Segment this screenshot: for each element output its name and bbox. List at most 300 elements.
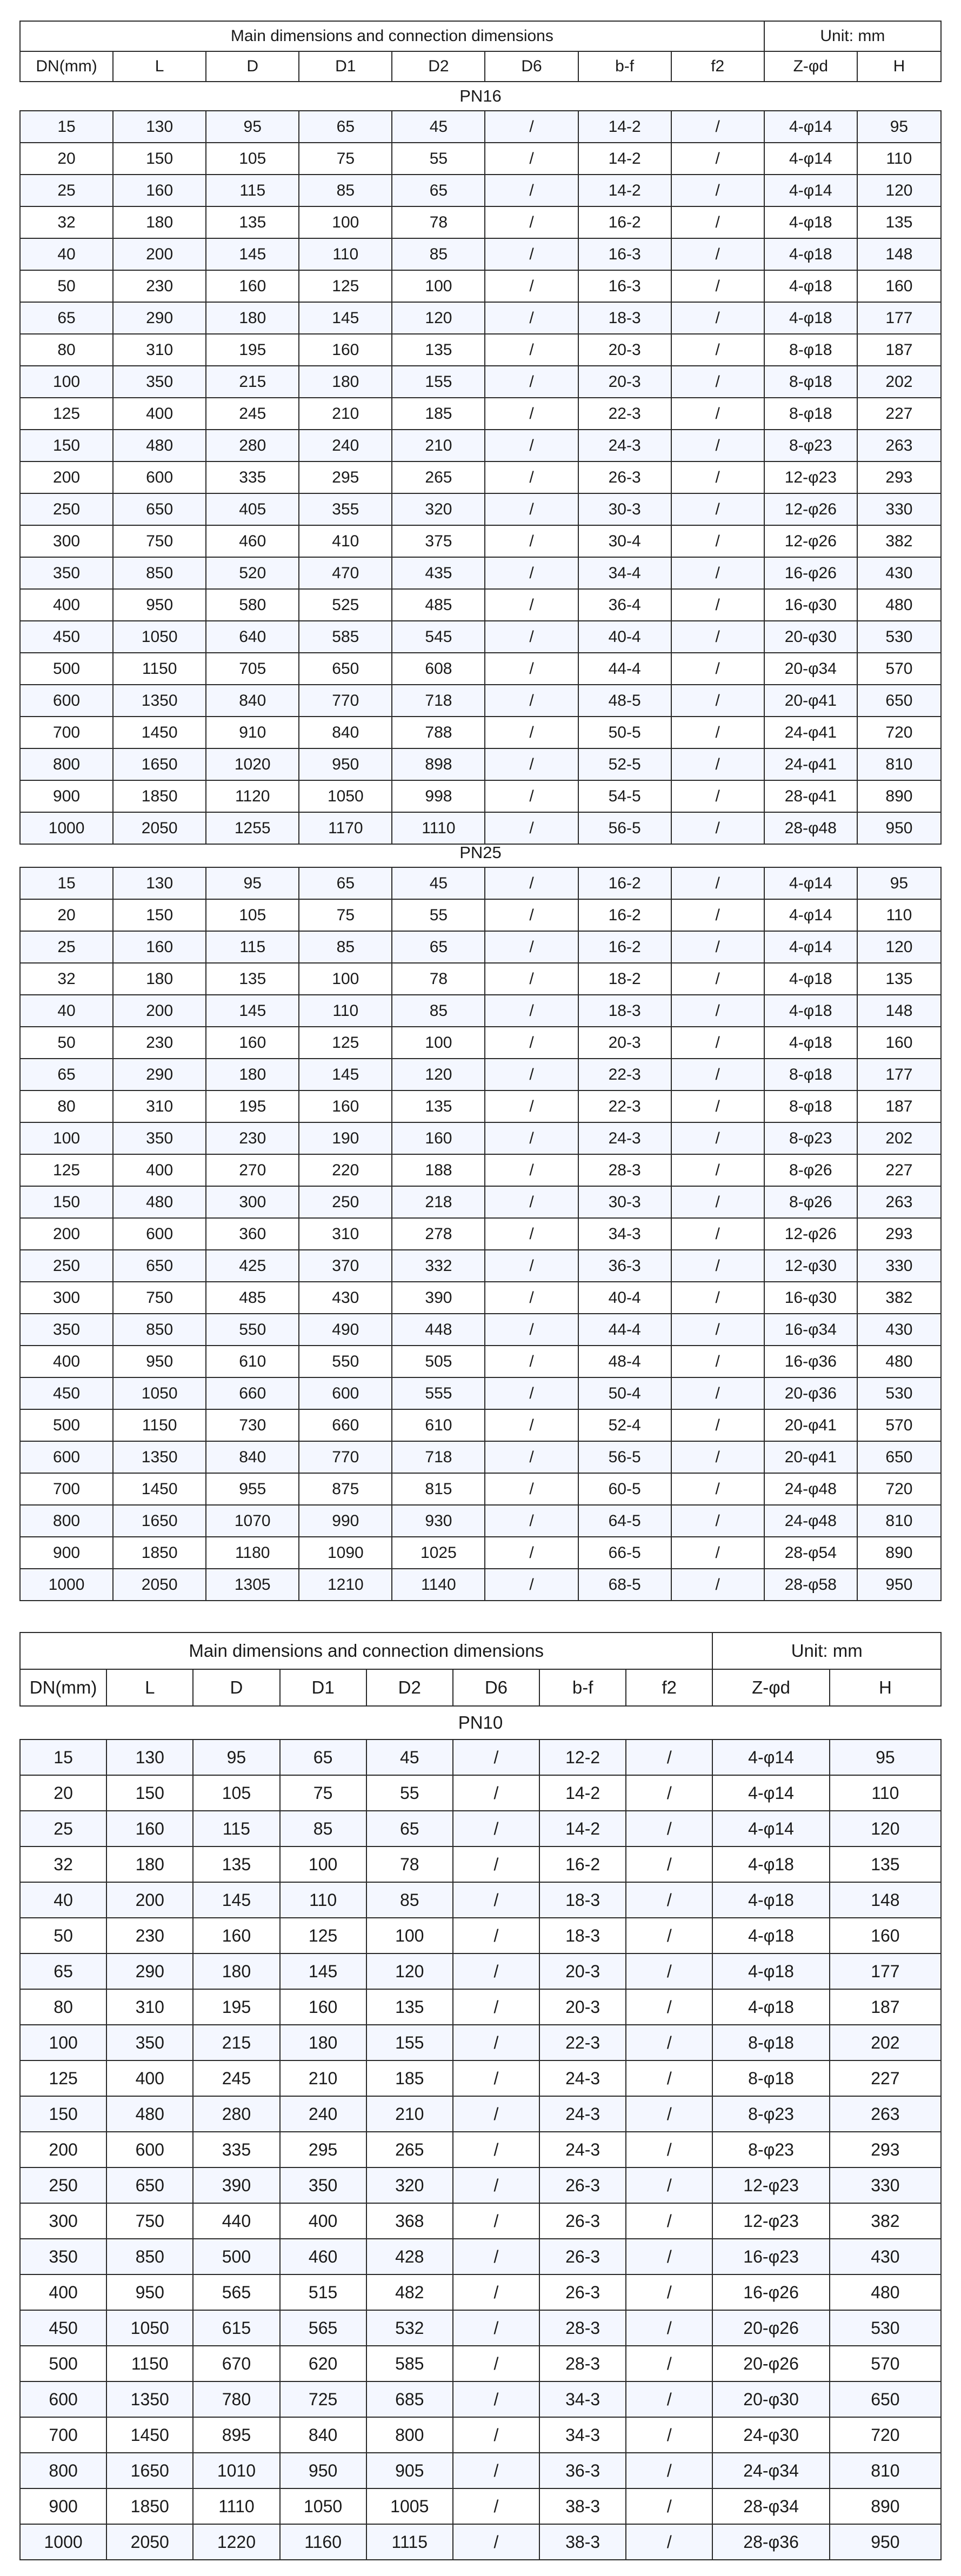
cell-d2: 332 xyxy=(392,1250,485,1282)
cell-d1: 350 xyxy=(280,2167,366,2203)
cell-d2: 610 xyxy=(392,1409,485,1441)
cell-d6: / xyxy=(485,621,578,653)
cell-dn: 50 xyxy=(20,270,113,302)
cell-zphid: 16-φ34 xyxy=(764,1314,857,1346)
table-row xyxy=(20,334,941,366)
cell-zphid: 4-φ18 xyxy=(764,238,857,270)
table-row xyxy=(20,1882,941,1918)
cell-bf: 40-4 xyxy=(578,621,671,653)
cell-f2: / xyxy=(671,653,764,685)
cell-d2: 545 xyxy=(392,621,485,653)
cell-dn: 20 xyxy=(20,899,113,931)
cell-bf: 50-4 xyxy=(578,1377,671,1409)
cell-d1: 1090 xyxy=(299,1537,392,1569)
cell-dn: 500 xyxy=(20,653,113,685)
cell-l: 850 xyxy=(113,557,206,589)
table-row xyxy=(20,685,941,717)
cell-l: 130 xyxy=(106,1739,193,1775)
cell-dn: 100 xyxy=(20,2025,106,2060)
cell-l: 2050 xyxy=(113,812,206,844)
cell-f2: / xyxy=(626,2488,712,2524)
cell-d2: 815 xyxy=(392,1473,485,1505)
cell-d: 1180 xyxy=(206,1537,299,1569)
cell-d2: 375 xyxy=(392,525,485,557)
cell-d6: / xyxy=(485,1537,578,1569)
cell-d1: 110 xyxy=(280,1882,366,1918)
cell-d6: / xyxy=(453,2524,539,2560)
data-table-pn10 xyxy=(19,1739,942,2560)
col-header-l: L xyxy=(113,51,206,82)
cell-d1: 295 xyxy=(280,2132,366,2167)
cell-h: 890 xyxy=(857,780,941,812)
cell-f2: / xyxy=(671,525,764,557)
cell-d6: / xyxy=(485,1186,578,1218)
cell-d6: / xyxy=(485,398,578,430)
cell-bf: 30-3 xyxy=(578,1186,671,1218)
cell-d: 1010 xyxy=(193,2453,279,2488)
cell-d2: 448 xyxy=(392,1314,485,1346)
cell-d2: 1115 xyxy=(366,2524,453,2560)
cell-bf: 24-3 xyxy=(539,2096,626,2132)
table-row xyxy=(20,1505,941,1537)
cell-d2: 160 xyxy=(392,1122,485,1154)
col-header-h: H xyxy=(830,1669,941,1706)
cell-d: 565 xyxy=(193,2274,279,2310)
cell-l: 290 xyxy=(106,1953,193,1989)
cell-l: 480 xyxy=(113,1186,206,1218)
col-header-d6: D6 xyxy=(453,1669,539,1706)
cell-d6: / xyxy=(485,493,578,525)
col-header-dn: DN(mm) xyxy=(20,1669,106,1706)
cell-l: 1050 xyxy=(113,1377,206,1409)
cell-bf: 64-5 xyxy=(578,1505,671,1537)
cell-d: 1070 xyxy=(206,1505,299,1537)
cell-f2: / xyxy=(626,2096,712,2132)
cell-f2: / xyxy=(626,2060,712,2096)
cell-f2: / xyxy=(671,812,764,844)
cell-f2: / xyxy=(626,1775,712,1811)
dimensions-table-block-3 xyxy=(19,1632,942,2560)
cell-dn: 1000 xyxy=(20,812,113,844)
cell-h: 187 xyxy=(857,334,941,366)
cell-d6: / xyxy=(485,867,578,899)
cell-l: 290 xyxy=(113,302,206,334)
cell-d2: 100 xyxy=(392,1027,485,1059)
cell-d: 180 xyxy=(193,1953,279,1989)
cell-d2: 998 xyxy=(392,780,485,812)
cell-dn: 20 xyxy=(20,1775,106,1811)
table-row xyxy=(20,995,941,1027)
cell-zphid: 12-φ23 xyxy=(764,461,857,493)
cell-dn: 125 xyxy=(20,2060,106,2096)
cell-d2: 78 xyxy=(392,963,485,995)
cell-d: 215 xyxy=(206,366,299,398)
cell-d2: 210 xyxy=(366,2096,453,2132)
cell-f2: / xyxy=(671,1250,764,1282)
cell-f2: / xyxy=(671,1027,764,1059)
cell-d2: 78 xyxy=(366,1846,453,1882)
cell-l: 1450 xyxy=(113,717,206,748)
cell-zphid: 28-φ34 xyxy=(712,2488,829,2524)
cell-zphid: 20-φ30 xyxy=(712,2381,829,2417)
cell-d1: 490 xyxy=(299,1314,392,1346)
cell-d1: 600 xyxy=(299,1377,392,1409)
table-row xyxy=(20,1346,941,1377)
cell-d6: / xyxy=(453,2132,539,2167)
cell-h: 202 xyxy=(830,2025,941,2060)
cell-d6: / xyxy=(453,1989,539,2025)
cell-dn: 1000 xyxy=(20,1569,113,1601)
cell-d: 145 xyxy=(193,1882,279,1918)
cell-bf: 26-3 xyxy=(578,461,671,493)
table-title: Main dimensions and connection dimensions xyxy=(20,1632,712,1669)
cell-d6: / xyxy=(485,1377,578,1409)
cell-bf: 20-3 xyxy=(539,1953,626,1989)
cell-bf: 24-3 xyxy=(539,2060,626,2096)
cell-dn: 40 xyxy=(20,238,113,270)
cell-d: 280 xyxy=(206,430,299,461)
cell-d: 670 xyxy=(193,2346,279,2381)
cell-d: 335 xyxy=(206,461,299,493)
cell-zphid: 20-φ41 xyxy=(764,1441,857,1473)
col-header-f2: f2 xyxy=(626,1669,712,1706)
cell-d1: 210 xyxy=(280,2060,366,2096)
cell-d: 270 xyxy=(206,1154,299,1186)
cell-d6: / xyxy=(485,899,578,931)
cell-h: 330 xyxy=(857,1250,941,1282)
cell-f2: / xyxy=(671,1314,764,1346)
cell-dn: 250 xyxy=(20,1250,113,1282)
cell-l: 400 xyxy=(106,2060,193,2096)
cell-h: 148 xyxy=(857,238,941,270)
cell-bf: 26-3 xyxy=(539,2203,626,2239)
cell-f2: / xyxy=(671,302,764,334)
cell-l: 1850 xyxy=(113,780,206,812)
cell-bf: 48-4 xyxy=(578,1346,671,1377)
cell-d6: / xyxy=(453,2025,539,2060)
cell-l: 230 xyxy=(113,270,206,302)
cell-dn: 15 xyxy=(20,1739,106,1775)
cell-zphid: 4-φ18 xyxy=(712,1989,829,2025)
cell-d6: / xyxy=(485,143,578,175)
cell-dn: 200 xyxy=(20,1218,113,1250)
cell-f2: / xyxy=(671,1537,764,1569)
cell-d2: 898 xyxy=(392,748,485,780)
table-row xyxy=(20,2417,941,2453)
cell-l: 1450 xyxy=(106,2417,193,2453)
cell-f2: / xyxy=(671,1409,764,1441)
table-row xyxy=(20,1059,941,1090)
cell-h: 293 xyxy=(857,1218,941,1250)
cell-dn: 125 xyxy=(20,398,113,430)
cell-bf: 30-3 xyxy=(578,493,671,525)
cell-h: 530 xyxy=(830,2310,941,2346)
cell-d1: 85 xyxy=(299,175,392,206)
cell-dn: 450 xyxy=(20,1377,113,1409)
cell-d2: 532 xyxy=(366,2310,453,2346)
table-row xyxy=(20,780,941,812)
cell-d2: 55 xyxy=(392,899,485,931)
cell-h: 950 xyxy=(830,2524,941,2560)
cell-d: 105 xyxy=(206,143,299,175)
cell-d2: 188 xyxy=(392,1154,485,1186)
cell-l: 1450 xyxy=(113,1473,206,1505)
table-row xyxy=(20,748,941,780)
cell-dn: 15 xyxy=(20,867,113,899)
cell-d2: 185 xyxy=(392,398,485,430)
col-header-d2: D2 xyxy=(366,1669,453,1706)
cell-d1: 585 xyxy=(299,621,392,653)
cell-h: 950 xyxy=(857,812,941,844)
cell-dn: 150 xyxy=(20,1186,113,1218)
cell-d1: 430 xyxy=(299,1282,392,1314)
cell-bf: 66-5 xyxy=(578,1537,671,1569)
cell-d1: 725 xyxy=(280,2381,366,2417)
cell-d1: 410 xyxy=(299,525,392,557)
cell-h: 293 xyxy=(857,461,941,493)
cell-dn: 600 xyxy=(20,1441,113,1473)
cell-dn: 200 xyxy=(20,461,113,493)
cell-d1: 145 xyxy=(299,302,392,334)
cell-d1: 125 xyxy=(299,270,392,302)
cell-l: 850 xyxy=(113,1314,206,1346)
cell-dn: 80 xyxy=(20,1090,113,1122)
cell-zphid: 20-φ30 xyxy=(764,621,857,653)
cell-h: 720 xyxy=(830,2417,941,2453)
cell-d: 910 xyxy=(206,717,299,748)
cell-bf: 56-5 xyxy=(578,812,671,844)
cell-l: 2050 xyxy=(106,2524,193,2560)
cell-d: 135 xyxy=(193,1846,279,1882)
cell-bf: 54-5 xyxy=(578,780,671,812)
cell-d2: 685 xyxy=(366,2381,453,2417)
cell-d2: 55 xyxy=(392,143,485,175)
table-row xyxy=(20,1282,941,1314)
cell-f2: / xyxy=(626,2274,712,2310)
cell-d2: 120 xyxy=(392,1059,485,1090)
cell-zphid: 24-φ34 xyxy=(712,2453,829,2488)
cell-h: 160 xyxy=(830,1918,941,1953)
cell-d6: / xyxy=(485,1154,578,1186)
cell-d2: 485 xyxy=(392,589,485,621)
cell-d: 580 xyxy=(206,589,299,621)
cell-dn: 450 xyxy=(20,621,113,653)
cell-d1: 250 xyxy=(299,1186,392,1218)
table-row xyxy=(20,867,941,899)
cell-d: 180 xyxy=(206,1059,299,1090)
cell-zphid: 8-φ26 xyxy=(764,1154,857,1186)
cell-f2: / xyxy=(671,398,764,430)
table-row xyxy=(20,1409,941,1441)
cell-d2: 320 xyxy=(366,2167,453,2203)
cell-d1: 650 xyxy=(299,653,392,685)
cell-dn: 500 xyxy=(20,1409,113,1441)
cell-d2: 135 xyxy=(392,1090,485,1122)
cell-dn: 25 xyxy=(20,175,113,206)
cell-d: 1255 xyxy=(206,812,299,844)
table-row xyxy=(20,2096,941,2132)
cell-l: 350 xyxy=(113,1122,206,1154)
cell-bf: 30-4 xyxy=(578,525,671,557)
cell-d6: / xyxy=(453,1775,539,1811)
column-header-row xyxy=(20,1669,941,1706)
cell-zphid: 8-φ18 xyxy=(764,334,857,366)
cell-zphid: 4-φ14 xyxy=(764,931,857,963)
cell-h: 480 xyxy=(857,589,941,621)
cell-d6: / xyxy=(485,685,578,717)
cell-d6: / xyxy=(453,2453,539,2488)
cell-d1: 1160 xyxy=(280,2524,366,2560)
cell-zphid: 20-φ26 xyxy=(712,2346,829,2381)
cell-bf: 68-5 xyxy=(578,1569,671,1601)
cell-d2: 45 xyxy=(392,867,485,899)
cell-bf: 12-2 xyxy=(539,1739,626,1775)
cell-d2: 45 xyxy=(392,111,485,143)
cell-d6: / xyxy=(485,812,578,844)
cell-d6: / xyxy=(485,589,578,621)
table-row xyxy=(20,2310,941,2346)
cell-d2: 100 xyxy=(392,270,485,302)
cell-d2: 320 xyxy=(392,493,485,525)
cell-h: 177 xyxy=(857,302,941,334)
cell-dn: 25 xyxy=(20,931,113,963)
cell-zphid: 4-φ14 xyxy=(764,867,857,899)
cell-d: 215 xyxy=(193,2025,279,2060)
cell-dn: 125 xyxy=(20,1154,113,1186)
cell-bf: 20-3 xyxy=(578,334,671,366)
cell-d2: 45 xyxy=(366,1739,453,1775)
cell-d6: / xyxy=(485,931,578,963)
cell-h: 382 xyxy=(830,2203,941,2239)
cell-f2: / xyxy=(671,175,764,206)
cell-d2: 65 xyxy=(392,931,485,963)
table-row xyxy=(20,589,941,621)
cell-d1: 770 xyxy=(299,685,392,717)
cell-d2: 55 xyxy=(366,1775,453,1811)
cell-zphid: 28-φ48 xyxy=(764,812,857,844)
cell-d6: / xyxy=(485,366,578,398)
cell-f2: / xyxy=(671,1505,764,1537)
cell-zphid: 4-φ18 xyxy=(764,1027,857,1059)
cell-bf: 52-4 xyxy=(578,1409,671,1441)
table-row xyxy=(20,2203,941,2239)
cell-f2: / xyxy=(671,1218,764,1250)
cell-l: 150 xyxy=(113,899,206,931)
col-header-f2: f2 xyxy=(671,51,764,82)
cell-bf: 38-3 xyxy=(539,2488,626,2524)
cell-zphid: 8-φ18 xyxy=(712,2025,829,2060)
cell-d6: / xyxy=(485,653,578,685)
cell-d1: 355 xyxy=(299,493,392,525)
cell-f2: / xyxy=(671,430,764,461)
cell-zphid: 12-φ23 xyxy=(712,2167,829,2203)
table-row xyxy=(20,653,941,685)
cell-d: 615 xyxy=(193,2310,279,2346)
cell-dn: 25 xyxy=(20,1811,106,1846)
cell-d1: 950 xyxy=(280,2453,366,2488)
cell-d2: 78 xyxy=(392,206,485,238)
cell-zphid: 8-φ18 xyxy=(712,2060,829,2096)
cell-zphid: 16-φ23 xyxy=(712,2239,829,2274)
cell-d6: / xyxy=(453,1846,539,1882)
cell-d1: 565 xyxy=(280,2310,366,2346)
cell-d1: 145 xyxy=(299,1059,392,1090)
cell-h: 177 xyxy=(857,1059,941,1090)
cell-bf: 20-3 xyxy=(578,1027,671,1059)
cell-d2: 428 xyxy=(366,2239,453,2274)
cell-l: 180 xyxy=(113,206,206,238)
cell-h: 570 xyxy=(857,1409,941,1441)
cell-bf: 22-3 xyxy=(578,1059,671,1090)
cell-bf: 16-3 xyxy=(578,270,671,302)
cell-d: 660 xyxy=(206,1377,299,1409)
col-header-zphid: Z-φd xyxy=(712,1669,829,1706)
cell-h: 95 xyxy=(857,111,941,143)
table-row xyxy=(20,931,941,963)
cell-zphid: 12-φ30 xyxy=(764,1250,857,1282)
cell-zphid: 28-φ36 xyxy=(712,2524,829,2560)
cell-d1: 515 xyxy=(280,2274,366,2310)
table-row xyxy=(20,302,941,334)
cell-zphid: 24-φ48 xyxy=(764,1473,857,1505)
cell-d1: 100 xyxy=(299,963,392,995)
cell-f2: / xyxy=(671,1154,764,1186)
cell-zphid: 16-φ36 xyxy=(764,1346,857,1377)
table-row xyxy=(20,1739,941,1775)
cell-f2: / xyxy=(626,2381,712,2417)
cell-f2: / xyxy=(671,238,764,270)
cell-d: 1305 xyxy=(206,1569,299,1601)
cell-zphid: 24-φ30 xyxy=(712,2417,829,2453)
cell-d2: 718 xyxy=(392,685,485,717)
cell-d2: 788 xyxy=(392,717,485,748)
col-header-d2: D2 xyxy=(392,51,485,82)
cell-d: 730 xyxy=(206,1409,299,1441)
table-row xyxy=(20,899,941,931)
cell-f2: / xyxy=(671,1059,764,1090)
cell-f2: / xyxy=(626,2203,712,2239)
cell-d2: 65 xyxy=(392,175,485,206)
cell-l: 650 xyxy=(113,493,206,525)
cell-l: 1350 xyxy=(113,685,206,717)
table-row xyxy=(20,1122,941,1154)
cell-l: 480 xyxy=(106,2096,193,2132)
cell-d2: 85 xyxy=(392,995,485,1027)
cell-f2: / xyxy=(671,1122,764,1154)
cell-l: 200 xyxy=(113,995,206,1027)
cell-dn: 350 xyxy=(20,1314,113,1346)
cell-d6: / xyxy=(485,1059,578,1090)
col-header-d6: D6 xyxy=(485,51,578,82)
cell-d1: 770 xyxy=(299,1441,392,1473)
cell-f2: / xyxy=(671,899,764,931)
cell-d: 300 xyxy=(206,1186,299,1218)
cell-d6: / xyxy=(485,430,578,461)
cell-d1: 470 xyxy=(299,557,392,589)
table-row xyxy=(20,1846,941,1882)
cell-bf: 44-4 xyxy=(578,653,671,685)
cell-h: 227 xyxy=(830,2060,941,2096)
cell-d6: / xyxy=(453,1811,539,1846)
cell-d: 1120 xyxy=(206,780,299,812)
col-header-d: D xyxy=(206,51,299,82)
cell-f2: / xyxy=(671,1090,764,1122)
cell-d6: / xyxy=(485,963,578,995)
cell-d: 95 xyxy=(193,1739,279,1775)
cell-d1: 65 xyxy=(299,111,392,143)
cell-dn: 500 xyxy=(20,2346,106,2381)
cell-d6: / xyxy=(485,461,578,493)
